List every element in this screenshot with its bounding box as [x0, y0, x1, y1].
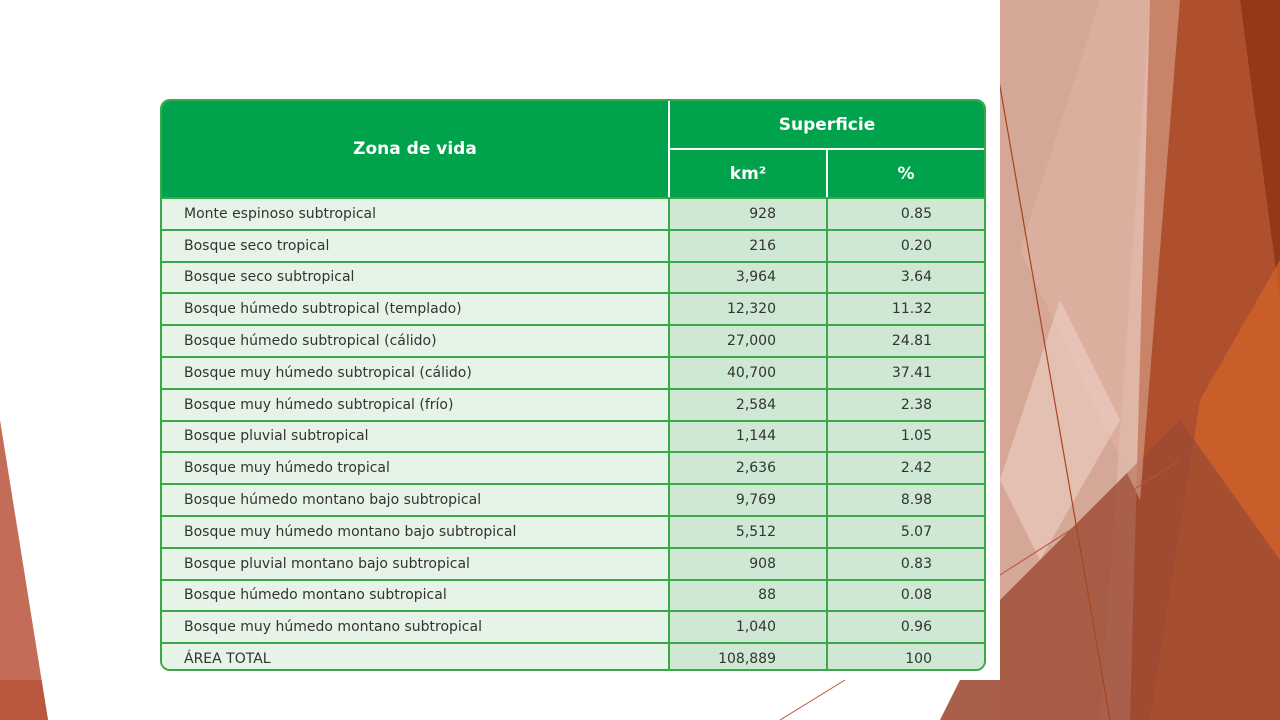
table-row [162, 388, 984, 420]
row-km2-cell: 5,512 [668, 517, 826, 547]
header-superficie: Superficie [778, 114, 876, 135]
row-km2-cell: 40,700 [668, 358, 826, 388]
table-row [162, 420, 984, 452]
row-percent-cell: 0.83 [826, 549, 984, 579]
row-percent-cell: 37.41 [826, 358, 984, 388]
table-row [162, 451, 984, 483]
row-name-cell: Bosque húmedo subtropical (cálido) [162, 326, 668, 356]
row-percent-cell: 0.08 [826, 581, 984, 611]
row-percent-cell: 100 [826, 644, 984, 671]
table-row [162, 483, 984, 515]
table-row [162, 579, 984, 611]
header-zona-de-vida: Zona de vida [353, 139, 477, 159]
row-name-cell: Monte espinoso subtropical [162, 199, 668, 229]
row-percent-cell: 2.42 [826, 453, 984, 483]
row-name-cell: Bosque muy húmedo tropical [162, 453, 668, 483]
row-km2-cell: 2,584 [668, 390, 826, 420]
header-km2: km² [729, 163, 767, 184]
row-name-cell: Bosque pluvial montano bajo subtropical [162, 549, 668, 579]
row-percent-cell: 1.05 [826, 422, 984, 452]
row-name-cell: Bosque seco subtropical [162, 263, 668, 293]
row-km2-cell: 216 [668, 231, 826, 261]
table-row [162, 197, 984, 229]
row-percent-cell: 2.38 [826, 390, 984, 420]
row-percent-cell: 0.96 [826, 612, 984, 642]
row-name-cell: Bosque muy húmedo montano subtropical [162, 612, 668, 642]
table-body [162, 197, 984, 671]
row-name-cell: Bosque muy húmedo subtropical (frío) [162, 390, 668, 420]
table-row [162, 261, 984, 293]
table-header [162, 101, 984, 197]
header-divider [826, 150, 828, 197]
life-zone-table [160, 99, 986, 671]
row-name-cell: Bosque húmedo subtropical (templado) [162, 294, 668, 324]
row-name-cell: Bosque húmedo montano subtropical [162, 581, 668, 611]
table-row [162, 229, 984, 261]
row-percent-cell: 24.81 [826, 326, 984, 356]
row-name-cell: Bosque muy húmedo subtropical (cálido) [162, 358, 668, 388]
table-row [162, 324, 984, 356]
row-km2-cell: 27,000 [668, 326, 826, 356]
row-km2-cell: 928 [668, 199, 826, 229]
table-row [162, 356, 984, 388]
table-row [162, 292, 984, 324]
row-percent-cell: 0.85 [826, 199, 984, 229]
row-name-cell: Bosque seco tropical [162, 231, 668, 261]
row-km2-cell: 12,320 [668, 294, 826, 324]
row-name-cell: Bosque muy húmedo montano bajo subtropical [162, 517, 668, 547]
row-name-cell: Bosque pluvial subtropical [162, 422, 668, 452]
table-row [162, 642, 984, 671]
row-name-cell: Bosque húmedo montano bajo subtropical [162, 485, 668, 515]
row-percent-cell: 11.32 [826, 294, 984, 324]
row-percent-cell: 8.98 [826, 485, 984, 515]
row-km2-cell: 88 [668, 581, 826, 611]
table-row [162, 547, 984, 579]
row-km2-cell: 908 [668, 549, 826, 579]
row-km2-cell: 9,769 [668, 485, 826, 515]
row-percent-cell: 5.07 [826, 517, 984, 547]
row-km2-cell: 1,040 [668, 612, 826, 642]
row-name-cell: ÁREA TOTAL [162, 644, 668, 671]
row-km2-cell: 2,636 [668, 453, 826, 483]
table-row [162, 610, 984, 642]
table-row [162, 515, 984, 547]
row-percent-cell: 3.64 [826, 263, 984, 293]
header-percent: % [897, 163, 915, 184]
row-km2-cell: 108,889 [668, 644, 826, 671]
row-percent-cell: 0.20 [826, 231, 984, 261]
row-km2-cell: 1,144 [668, 422, 826, 452]
row-km2-cell: 3,964 [668, 263, 826, 293]
